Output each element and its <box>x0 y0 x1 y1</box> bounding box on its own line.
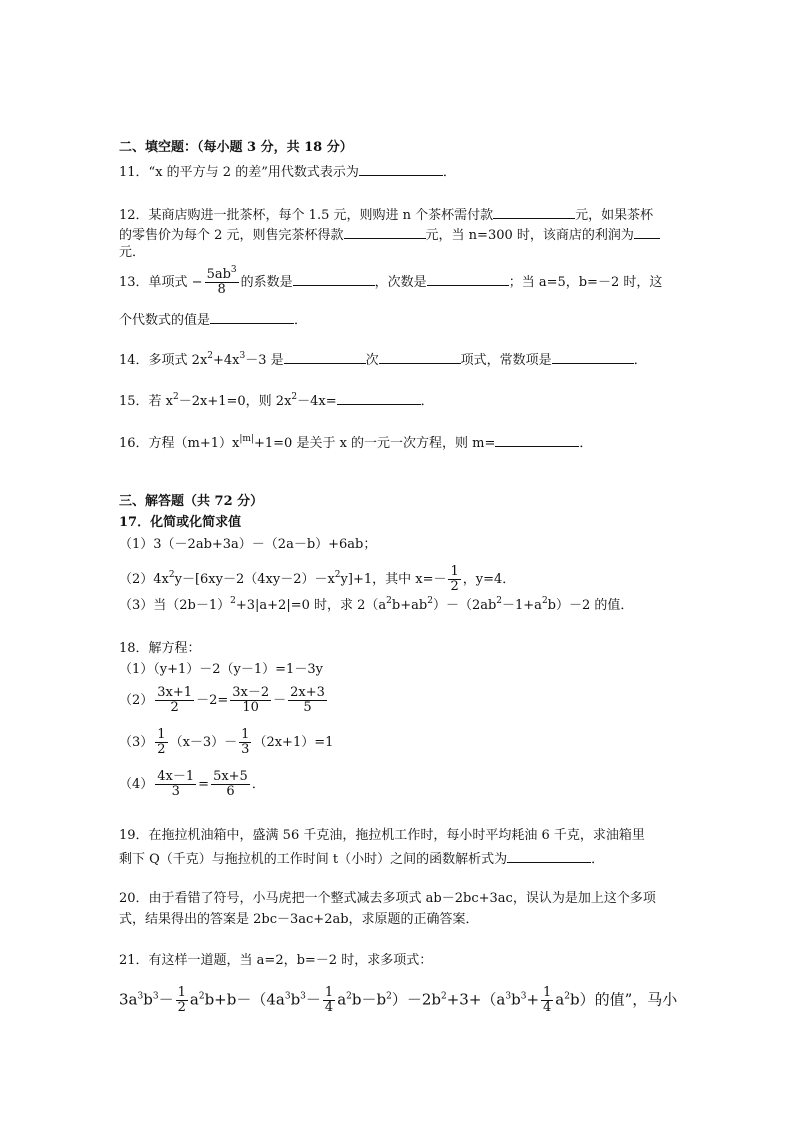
q18-4-frac-2 <box>211 770 250 799</box>
q15-end: ． <box>420 394 434 409</box>
q18-2-d3: 5 <box>303 700 312 715</box>
q17-2-t2: y－[6xy－2（4xy－2）－x <box>174 572 335 587</box>
question-18-part-3 <box>119 728 333 757</box>
q18-4-frac-1 <box>155 770 196 799</box>
q14-end: ． <box>633 353 647 368</box>
question-12-line-2 <box>119 225 660 244</box>
q21-n1: 1 <box>177 985 186 1000</box>
q21-d2: 4 <box>324 1000 334 1015</box>
question-15 <box>119 391 434 410</box>
q21-d3: 4 <box>543 1000 552 1015</box>
q21-e4: 3 <box>284 991 291 1002</box>
q16-t2: +1=0 是关于 x 的一元一次方程，则 m= <box>253 436 496 451</box>
question-17-part-3 <box>119 598 633 614</box>
q14-t2: +4x <box>213 353 240 368</box>
question-17-part-1: （1）3（－2ab+3a）－（2a－b）+6ab； <box>119 537 377 552</box>
q15-t3: －4x= <box>297 394 337 409</box>
q17-2-t4: ，y=4． <box>462 572 516 587</box>
q18-2-n1: 3x+1 <box>157 685 193 700</box>
question-21-expression <box>119 986 677 1015</box>
q18-3-t2: （x－3）－ <box>169 735 238 750</box>
q18-3-t3: （2x+1）=1 <box>253 735 334 750</box>
q21-e7: 2 <box>386 991 392 1002</box>
q13-text-2: 的系数是 <box>240 275 293 290</box>
q16-blank <box>495 433 579 447</box>
q18-3-d2: 3 <box>241 742 250 757</box>
q21-e9: 3 <box>505 991 512 1002</box>
q18-3-d1: 2 <box>157 742 166 757</box>
q11-blank <box>359 162 443 176</box>
q18-2-n3: 2x+3 <box>290 685 325 700</box>
q11-end: ． <box>442 165 456 180</box>
question-16 <box>119 433 592 452</box>
q21-t-a: 3a <box>119 990 138 1009</box>
question-20-line-2: 式，结果得出的答案是 2bc－3ac+2ab，求原题的正确答案． <box>119 912 479 927</box>
question-19-line-2 <box>119 849 604 868</box>
q21-n2: 1 <box>324 985 334 1000</box>
q19-end: ． <box>591 852 605 867</box>
q21-d1: 2 <box>177 1000 186 1015</box>
question-18-part-2 <box>119 686 329 715</box>
q13-num-exp: 3 <box>230 265 237 275</box>
q21-t-m: b <box>511 990 521 1009</box>
q17-3-e3: 2 <box>427 596 433 606</box>
q18-2-t1: （2） <box>119 693 154 708</box>
q16-t1: 16．方程（m+1）x <box>119 436 240 451</box>
q17-2-e2: 2 <box>334 570 341 580</box>
q21-t-l: +3+（a <box>446 990 506 1009</box>
q14-blank-2 <box>379 350 461 364</box>
q21-e2: 3 <box>152 991 159 1002</box>
q17-3-e5: 2 <box>541 596 548 606</box>
q17-3-t5: －1+a <box>502 598 542 613</box>
question-20-line-1: 20．由于看错了符号，小马虎把一个整式减去多项式 ab－2bc+3ac，误认为是加上这个多项 <box>119 891 656 906</box>
q21-e1: 3 <box>137 991 144 1002</box>
q12-blank-1 <box>493 205 575 219</box>
question-17-part-2 <box>119 565 515 594</box>
question-11 <box>119 162 456 181</box>
q17-3-t3: b+ab <box>391 598 428 613</box>
q21-t-n: + <box>526 990 540 1009</box>
q21-frac-1 <box>176 986 188 1015</box>
q21-t-h: － <box>305 990 321 1009</box>
q18-4-t2: = <box>198 777 210 792</box>
q18-2-frac-3 <box>288 686 327 715</box>
q14-t5: 项式，常数项是 <box>460 353 552 368</box>
q15-blank <box>337 391 421 405</box>
q21-e6: 2 <box>346 991 352 1002</box>
q12-blank-3 <box>634 225 660 239</box>
q13-num: 5ab <box>206 267 231 282</box>
q17-2-fraction <box>448 565 460 594</box>
q18-2-d2: 10 <box>242 700 259 715</box>
q21-t-b: b <box>143 990 153 1009</box>
q21-e5: 3 <box>300 991 306 1002</box>
q17-2-num: 1 <box>450 564 459 579</box>
q18-3-frac-1 <box>155 728 167 757</box>
q21-e8: 2 <box>441 991 447 1002</box>
q14-blank-1 <box>284 350 366 364</box>
q14-t3: －3 是 <box>245 353 284 368</box>
q21-e3: 2 <box>198 991 205 1002</box>
q13-text-3: ，次数是 <box>374 275 427 290</box>
question-19-line-1: 19．在拖拉机油箱中，盛满 56 千克油，拖拉机工作时，每小时平均耗油 6 千克，求油箱里 <box>119 828 645 843</box>
q21-t-o: a <box>555 990 565 1009</box>
q21-t-d: a <box>189 990 199 1009</box>
q21-t-f: b+b－（4a <box>204 990 285 1009</box>
q21-t-i: a <box>337 990 347 1009</box>
q11-text: 11．“x 的平方与 2 的差”用代数式表示为 <box>119 165 359 180</box>
q21-frac-2 <box>323 986 335 1015</box>
question-18-part-4 <box>119 770 265 799</box>
q13-end: ． <box>294 313 308 328</box>
q17-3-t4: ）－（2ab <box>432 598 497 613</box>
q13-blank-1 <box>293 272 375 286</box>
question-14 <box>119 350 647 369</box>
q14-blank-3 <box>552 350 634 364</box>
q18-2-t3: － <box>273 693 287 708</box>
q12-text-4: 元，当 n=300 时，该商店的利润为 <box>425 228 634 243</box>
q17-3-e2: 2 <box>386 596 392 606</box>
section-2-title: 二、填空题：（每小题 3 分，共 18 分） <box>119 140 353 155</box>
q18-4-d2: 6 <box>226 784 235 799</box>
question-18-part-1: （1）（y+1）－2（y－1）=1－3y <box>119 662 323 677</box>
question-12-line-1 <box>119 205 653 224</box>
q13-blank-2 <box>427 272 509 286</box>
q21-t-p: b）的值”，马小 <box>569 990 678 1009</box>
q21-t-k: ）－2b <box>391 990 441 1009</box>
q18-3-n2: 1 <box>241 727 250 742</box>
question-17-title: 17．化简或化简求值 <box>119 515 242 530</box>
q13-text-1: 13．单项式 − <box>119 275 203 290</box>
q13-text-4: ；当 a=5，b=－2 时，这 <box>508 275 663 290</box>
q21-t-g: b <box>290 990 301 1009</box>
q17-3-e1: 2 <box>230 596 236 606</box>
q17-2-t3: y]+1，其中 x=－ <box>340 572 447 587</box>
q13-den: 8 <box>217 282 226 297</box>
q16-end: ． <box>579 436 593 451</box>
q21-e11: 2 <box>564 991 570 1002</box>
q19-blank <box>507 849 591 863</box>
q17-2-t1: （2）4x <box>119 572 169 587</box>
question-13-line-1 <box>119 265 663 297</box>
q21-n3: 1 <box>543 985 552 1000</box>
q18-3-n1: 1 <box>157 727 166 742</box>
q18-4-n2: 5x+5 <box>213 769 248 784</box>
q18-3-frac-2 <box>239 728 251 757</box>
q18-2-frac-1 <box>155 686 194 715</box>
question-13-line-2 <box>119 310 307 329</box>
question-12-line-3: 元． <box>119 245 146 260</box>
q21-t-j: b－b <box>351 990 387 1009</box>
q17-3-t1: （3）当（2b－1） <box>119 598 231 613</box>
q18-4-t3: ． <box>251 777 265 792</box>
q13-blank-3 <box>210 310 294 324</box>
q15-e1: 2 <box>173 392 179 402</box>
q14-t1: 14．多项式 2x <box>119 353 208 368</box>
question-18-title: 18．解方程： <box>119 641 201 656</box>
q18-4-d1: 3 <box>171 784 180 799</box>
q15-e2: 2 <box>291 392 298 402</box>
q15-t1: 15．若 x <box>119 394 174 409</box>
q21-frac-3 <box>541 986 553 1015</box>
q21-e10: 3 <box>520 991 527 1002</box>
q18-2-t2: －2= <box>196 693 229 708</box>
q12-text-1: 12．某商店购进一批茶杯，每个 1.5 元，则购进 n 个茶杯需付款 <box>119 208 494 223</box>
q16-e: |m| <box>239 434 254 444</box>
section-3-title: 三、解答题（共 72 分） <box>119 494 264 509</box>
q17-3-t6: b）－2 的值． <box>547 598 634 613</box>
q14-e2: 3 <box>239 351 246 361</box>
q19-text: 剩下 Q（千克）与拖拉机的工作时间 t（小时）之间的函数解析式为 <box>119 852 508 867</box>
q14-e1: 2 <box>207 351 214 361</box>
q21-t-c: － <box>158 990 174 1009</box>
q17-2-den: 2 <box>450 579 459 594</box>
q18-2-n2: 3x－2 <box>232 685 270 700</box>
q17-3-t2: +3|a+2|=0 时，求 2（a <box>235 598 387 613</box>
q18-2-frac-2 <box>230 686 271 715</box>
q13-fraction <box>205 265 239 297</box>
q12-blank-2 <box>344 225 426 239</box>
q14-t4: 次 <box>365 353 379 368</box>
q18-4-t1: （4） <box>119 777 154 792</box>
q12-text-3: 的零售价为每个 2 元，则售完茶杯得款 <box>119 228 344 243</box>
q18-4-n1: 4x－1 <box>157 769 195 784</box>
q13-text-5: 个代数式的值是 <box>119 313 211 328</box>
q18-2-d1: 2 <box>170 700 179 715</box>
q17-2-e1: 2 <box>168 570 175 580</box>
q15-t2: －2x+1=0，则 2x <box>178 394 292 409</box>
q18-3-t1: （3） <box>119 735 154 750</box>
q17-3-e4: 2 <box>496 596 503 606</box>
q12-text-2: 元，如果茶杯 <box>575 208 654 223</box>
question-21-line-1: 21．有这样一道题，当 a=2，b=－2 时，求多项式： <box>119 953 433 968</box>
